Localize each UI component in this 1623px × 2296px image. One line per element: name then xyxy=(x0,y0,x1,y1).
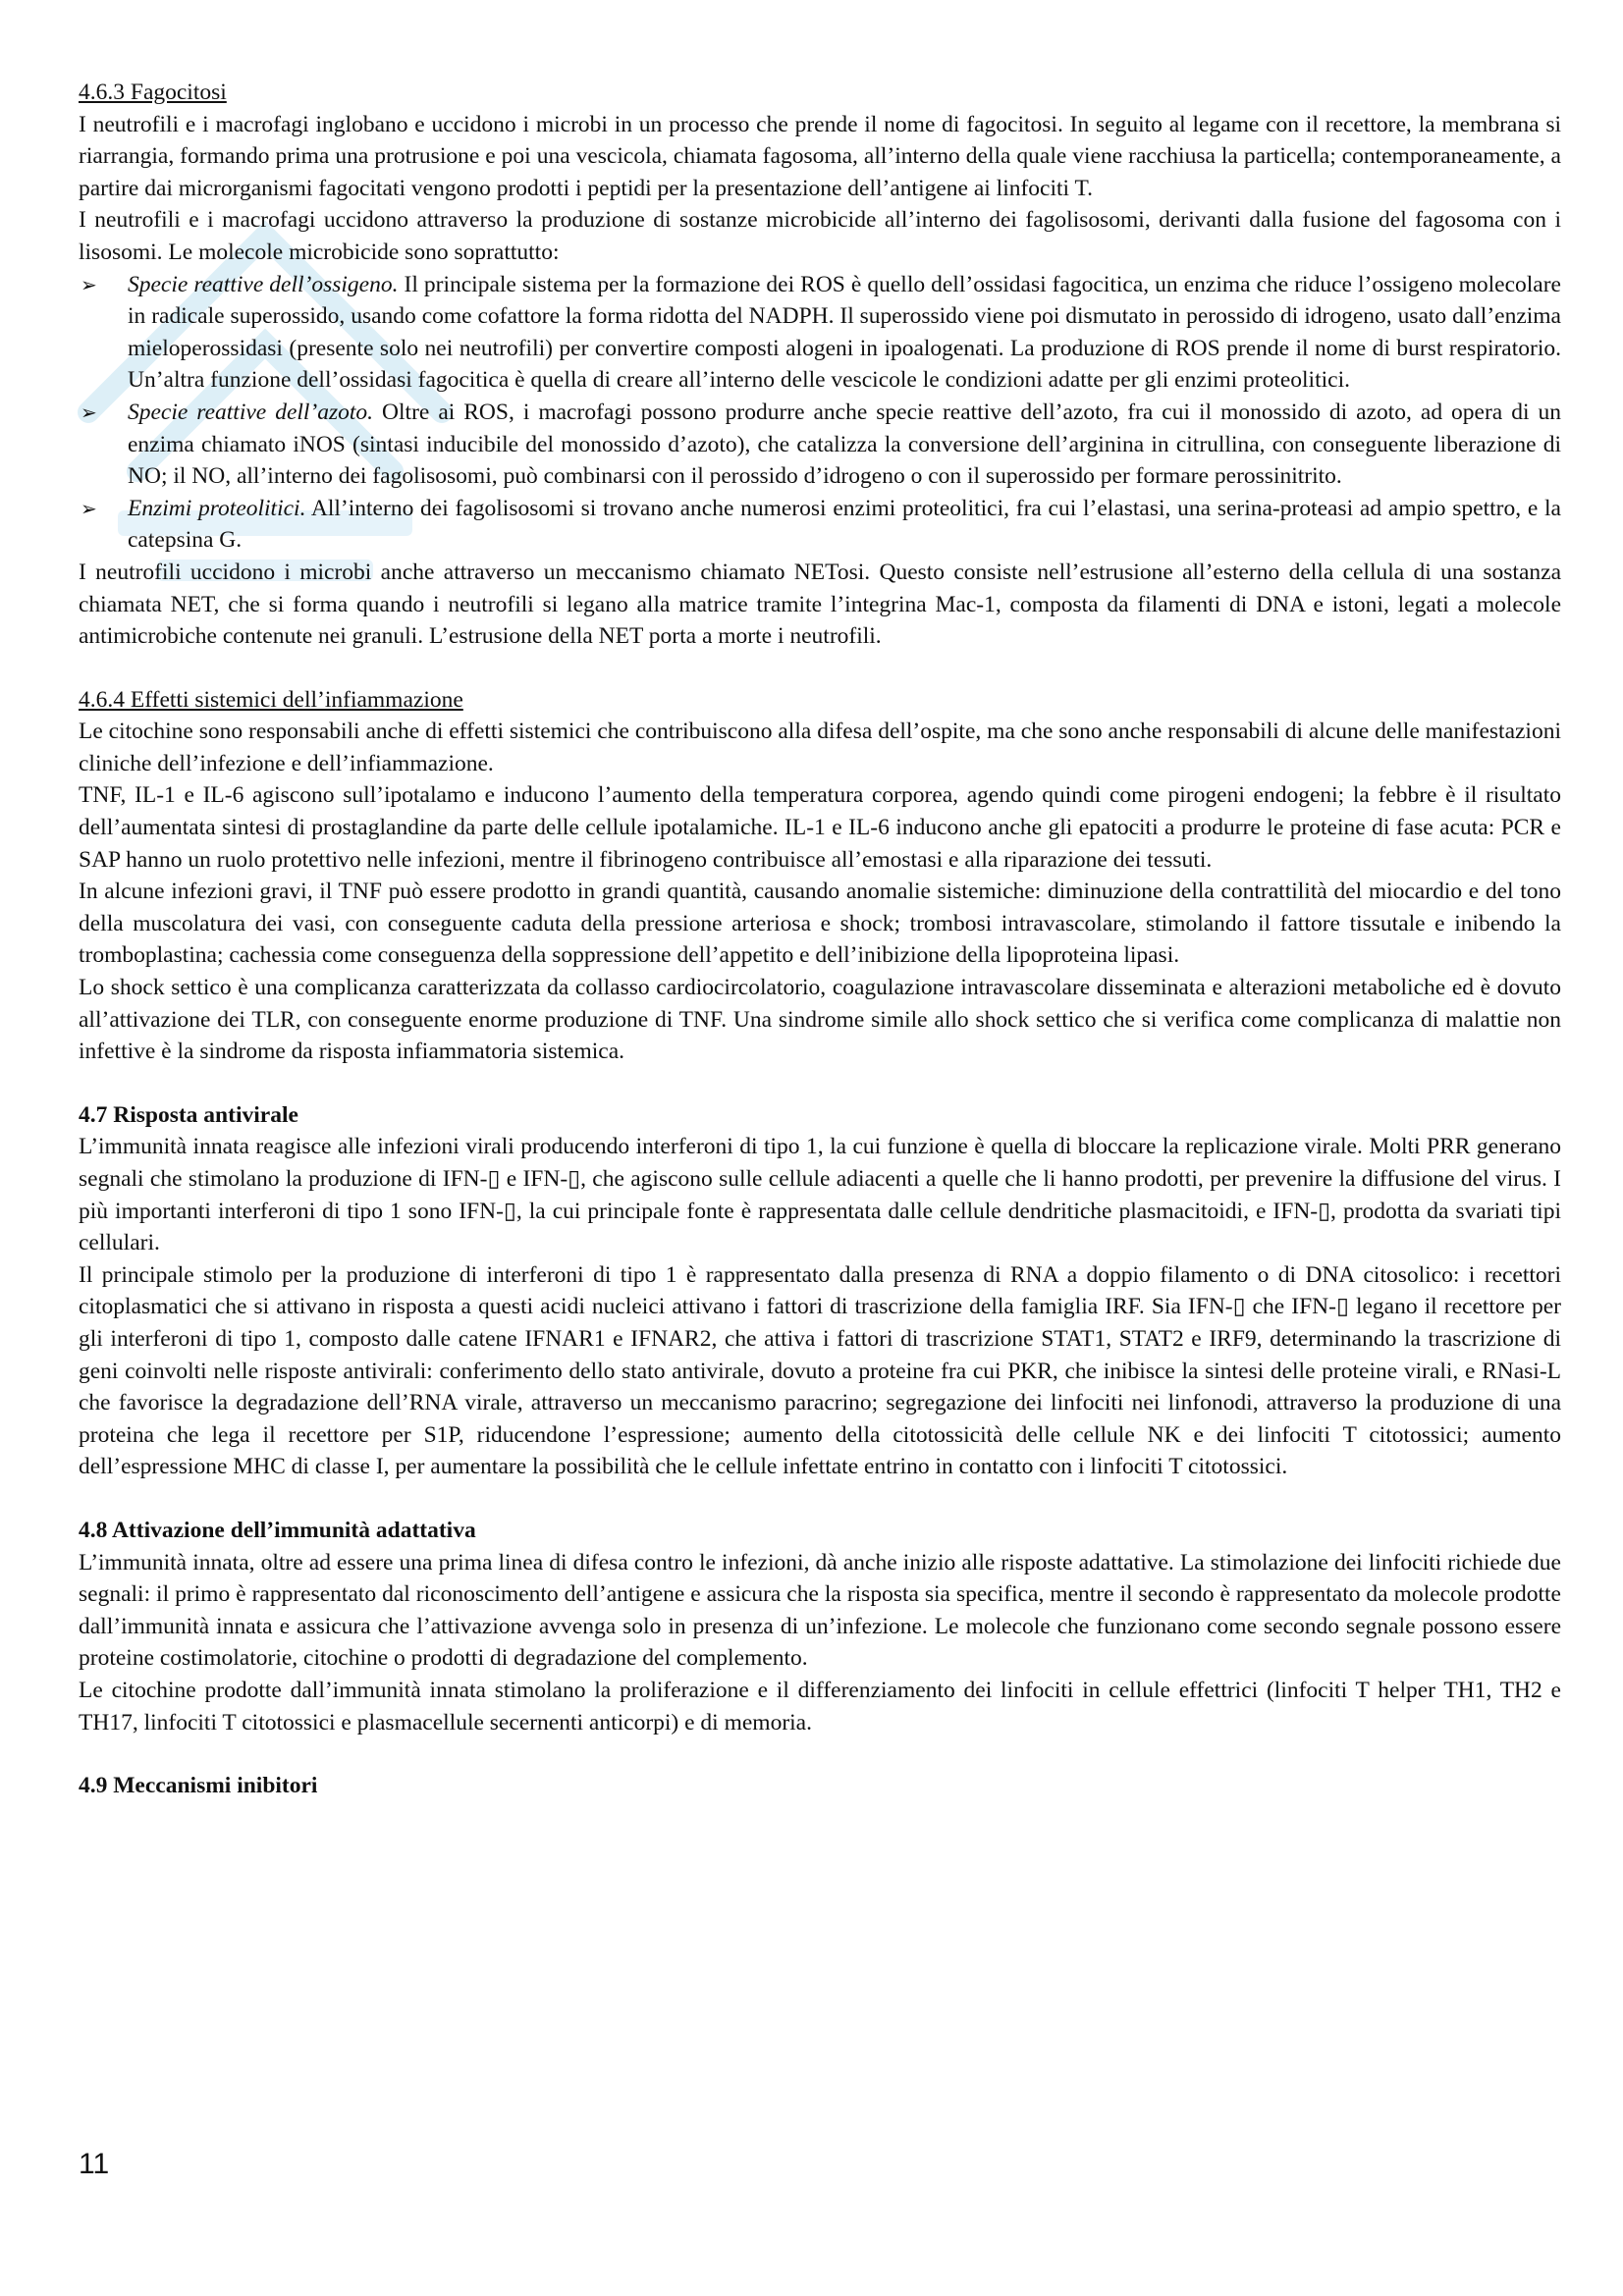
paragraph: L’immunità innata reagisce alle infezioni virali producendo interferoni di tipo 1, la cui funzione è quella di bloccare la replicazione virale. Molti PRR generano segnali che stimolano la produzione di IFN-▯ e IFN-▯, che agiscono sulle cellule adiacenti a quelle che li hanno prodotti, per prevenire la diffusione del virus. I più importanti interferoni di tipo 1 sono IFN-▯, la cui principale fonte è rappresentata dalle cellule dendritiche plasmacitoidi, e IFN-▯, prodotta da svariati tipi cellulari. xyxy=(79,1134,1561,1256)
paragraph: Le citochine prodotte dall’immunità innata stimolano la proliferazione e il differenziamento dei linfociti in cellule effettrici (linfociti T helper TH1, TH2 e TH17, linfociti T citotossici e plasmacellule secernenti anticorpi) e di memoria. xyxy=(79,1677,1561,1735)
list-item-text: Oltre ai ROS, i macrofagi possono produrre anche specie reattive dell’azoto, fra cui il monossido di azoto, ad opera di un enzima chiamato iNOS (sintasi inducibile del monossido d’azoto), che catalizza la conversione dell’arginina in citrullina, con conseguente liberazione di NO; il NO, all’interno dei fagolisosomi, può combinarsi con il perossido d’idrogeno o con il superossido per formare perossinitrito. xyxy=(128,399,1561,490)
paragraph: Le citochine sono responsabili anche di effetti sistemici che contribuiscono alla difesa dell’ospite, ma che sono anche responsabili di alcune delle manifestazioni cliniche dell’infezione e dell’infiammazione. xyxy=(79,719,1561,776)
arrow-bullet-icon: ➢ xyxy=(81,400,97,424)
list-item xyxy=(79,269,1561,397)
paragraph: L’immunità innata, oltre ad essere una prima linea di difesa contro le infezioni, dà anche inizio alle risposte adattative. La stimolazione dei linfociti richiede due segnali: il primo è rappresentato dal riconoscimento dell’antigene e assicura che la risposta sia specifica, mentre il secondo è rappresentato da molecole prodotte dall’immunità innata e assicura che l’attivazione avvenga solo in presenza di un’infezione. Le molecole che funzionano come secondo segnale possono essere proteine costimolatorie, citochine o prodotti di degradazione del complemento. xyxy=(79,1549,1561,1672)
list-item xyxy=(79,493,1561,557)
arrow-bullet-icon: ➢ xyxy=(81,272,97,296)
arrow-bullet-icon: ➢ xyxy=(81,496,97,520)
paragraph: TNF, IL-1 e IL-6 agiscono sull’ipotalamo e inducono l’aumento della temperatura corporea, agendo quindi come pirogeni endogeni; la febbre è il risultato dell’aumentata sintesi di prostaglandine da parte delle cellule ipotalamiche. IL-1 e IL-6 inducono anche gli epatociti a produrre le proteine di fase acuta: PCR e SAP hanno un ruolo protettivo nelle infezioni, mentre il fibrinogeno contribuisce all’emostasi e alla riparazione dei tessuti. xyxy=(79,782,1561,873)
paragraph: Il principale stimolo per la produzione di interferoni di tipo 1 è rappresentato dalla presenza di RNA a doppio filamento o di DNA citosolico: i recettori citoplasmatici che si attivano in risposta a questi acidi nucleici attivano i fattori di trascrizione della famiglia IRF. Sia IFN-▯ che IFN-▯ legano il recettore per gli interferoni di tipo 1, composto dalle catene IFNAR1 e IFNAR2, che attiva i fattori di trascrizione STAT1, STAT2 e IRF9, determinando la trascrizione di geni coinvolti nelle risposte antivirali: conferimento dello stato antivirale, dovuto a proteine fra cui PKR, che inibisce la sintesi delle proteine virali, e RNasi-L che favorisce la degradazione dell’RNA virale, attraverso un meccanismo paracrino; segregazione dei linfociti nei linfonodi, attraverso la produzione di una proteina che lega il recettore per S1P, riducendone l’espressione; aumento della citotossicità delle cellule NK e dei linfociti T citotossici; aumento dell’espressione MHC di classe I, per aumentare la possibilità che le cellule infettate entrino in contatto con i linfociti T citotossici. xyxy=(79,1261,1561,1480)
microbicide-list xyxy=(79,269,1561,557)
heading-meccanismi-inibitori: 4.9 Meccanismi inibitori xyxy=(79,1773,318,1799)
paragraph: I neutrofili e i macrofagi inglobano e uccidono i microbi in un processo che prende il nome di fagocitosi. In seguito al legame con il recettore, la membrana si riarrangia, formando prima una protrusione e poi una vescicola, chiamata fagosoma, all’interno della quale viene racchiusa la particella; contemporaneamente, a partire dai microrganismi fagocitati vengono prodotti i peptidi per la presentazione dell’antigene ai linfociti T. xyxy=(79,111,1561,201)
section-spacer xyxy=(79,653,1561,684)
page-number: 11 xyxy=(79,2148,110,2180)
section-spacer xyxy=(79,1738,1561,1770)
paragraph: Lo shock settico è una complicanza caratterizzata da collasso cardiocircolatorio, coagulazione intravascolare disseminata e alterazioni metaboliche ed è dovuto all’attivazione dei TLR, con conseguente enorme produzione di TNF. Una sindrome simile allo shock settico che si verifica come complicanza di malattie non infettive è la sindrome da risposta infiammatoria sistemica. xyxy=(79,975,1561,1065)
paragraph: I neutrofili e i macrofagi uccidono attraverso la produzione di sostanze microbicide all’interno dei fagolisosomi, derivanti dalla fusione del fagosoma con i lisosomi. Le molecole microbicide sono soprattutto: xyxy=(79,207,1561,265)
list-item-text: Il principale sistema per la formazione dei ROS è quello dell’ossidasi fagocitica, un enzima che riduce l’ossigeno molecolare in radicale superossido, usando come cofattore la forma ridotta del NADPH. Il superossido viene poi dismutato in perossido di idrogeno, usato dall’enzima mieloperossidasi (presente solo nei neutrofili) per convertire composti alogeni in ipoalogenati. La produzione di ROS prende il nome di burst respiratorio. Un’altra funzione dell’ossidasi fagocitica è quella di creare all’interno delle vescicole le condizioni adatte per gli enzimi proteolitici. xyxy=(128,271,1561,394)
heading-effetti-sistemici: 4.6.4 Effetti sistemici dell’infiammazione xyxy=(79,686,463,713)
section-spacer xyxy=(79,1483,1561,1515)
heading-immunita-adattativa: 4.8 Attivazione dell’immunità adattativa xyxy=(79,1517,476,1543)
list-item-text: All’interno dei fagolisosomi si trovano anche numerosi enzimi proteolitici, fra cui l’elastasi, una serina-proteasi ad ampio spettro, e la catepsina G. xyxy=(128,495,1561,554)
document-body xyxy=(79,77,1561,1802)
heading-fagocitosi: 4.6.3 Fagocitosi xyxy=(79,80,227,105)
section-spacer xyxy=(79,1068,1561,1099)
heading-risposta-antivirale: 4.7 Risposta antivirale xyxy=(79,1101,298,1128)
list-item-term: Specie reattive dell’azoto. xyxy=(128,399,374,425)
paragraph: I neutrofili uccidono i microbi anche attraverso un meccanismo chiamato NETosi. Questo consiste nell’estrusione all’esterno della cellula di una sostanza chiamata NET, che si forma quando i neutrofili si legano alla matrice tramite l’integrina Mac-1, composta da filamenti di DNA e istoni, legati a molecole antimicrobiche contenute nei granuli. L’estrusione della NET porta a morte i neutrofili. xyxy=(79,559,1561,650)
list-item-term: Enzimi proteolitici. xyxy=(128,495,306,521)
list-item xyxy=(79,397,1561,493)
list-item-term: Specie reattive dell’ossigeno. xyxy=(128,271,399,297)
paragraph: In alcune infezioni gravi, il TNF può essere prodotto in grandi quantità, causando anomalie sistemiche: diminuzione della contrattilità del miocardio e del tono della muscolatura dei vasi, con conseguente caduta della pressione arteriosa e shock; trombosi intravascolare, stimolando il fattore tissutale e inibendo la tromboplastina; cachessia come conseguenza della soppressione dell’appetito e dell’inibizione della lipoproteina lipasi. xyxy=(79,879,1561,969)
